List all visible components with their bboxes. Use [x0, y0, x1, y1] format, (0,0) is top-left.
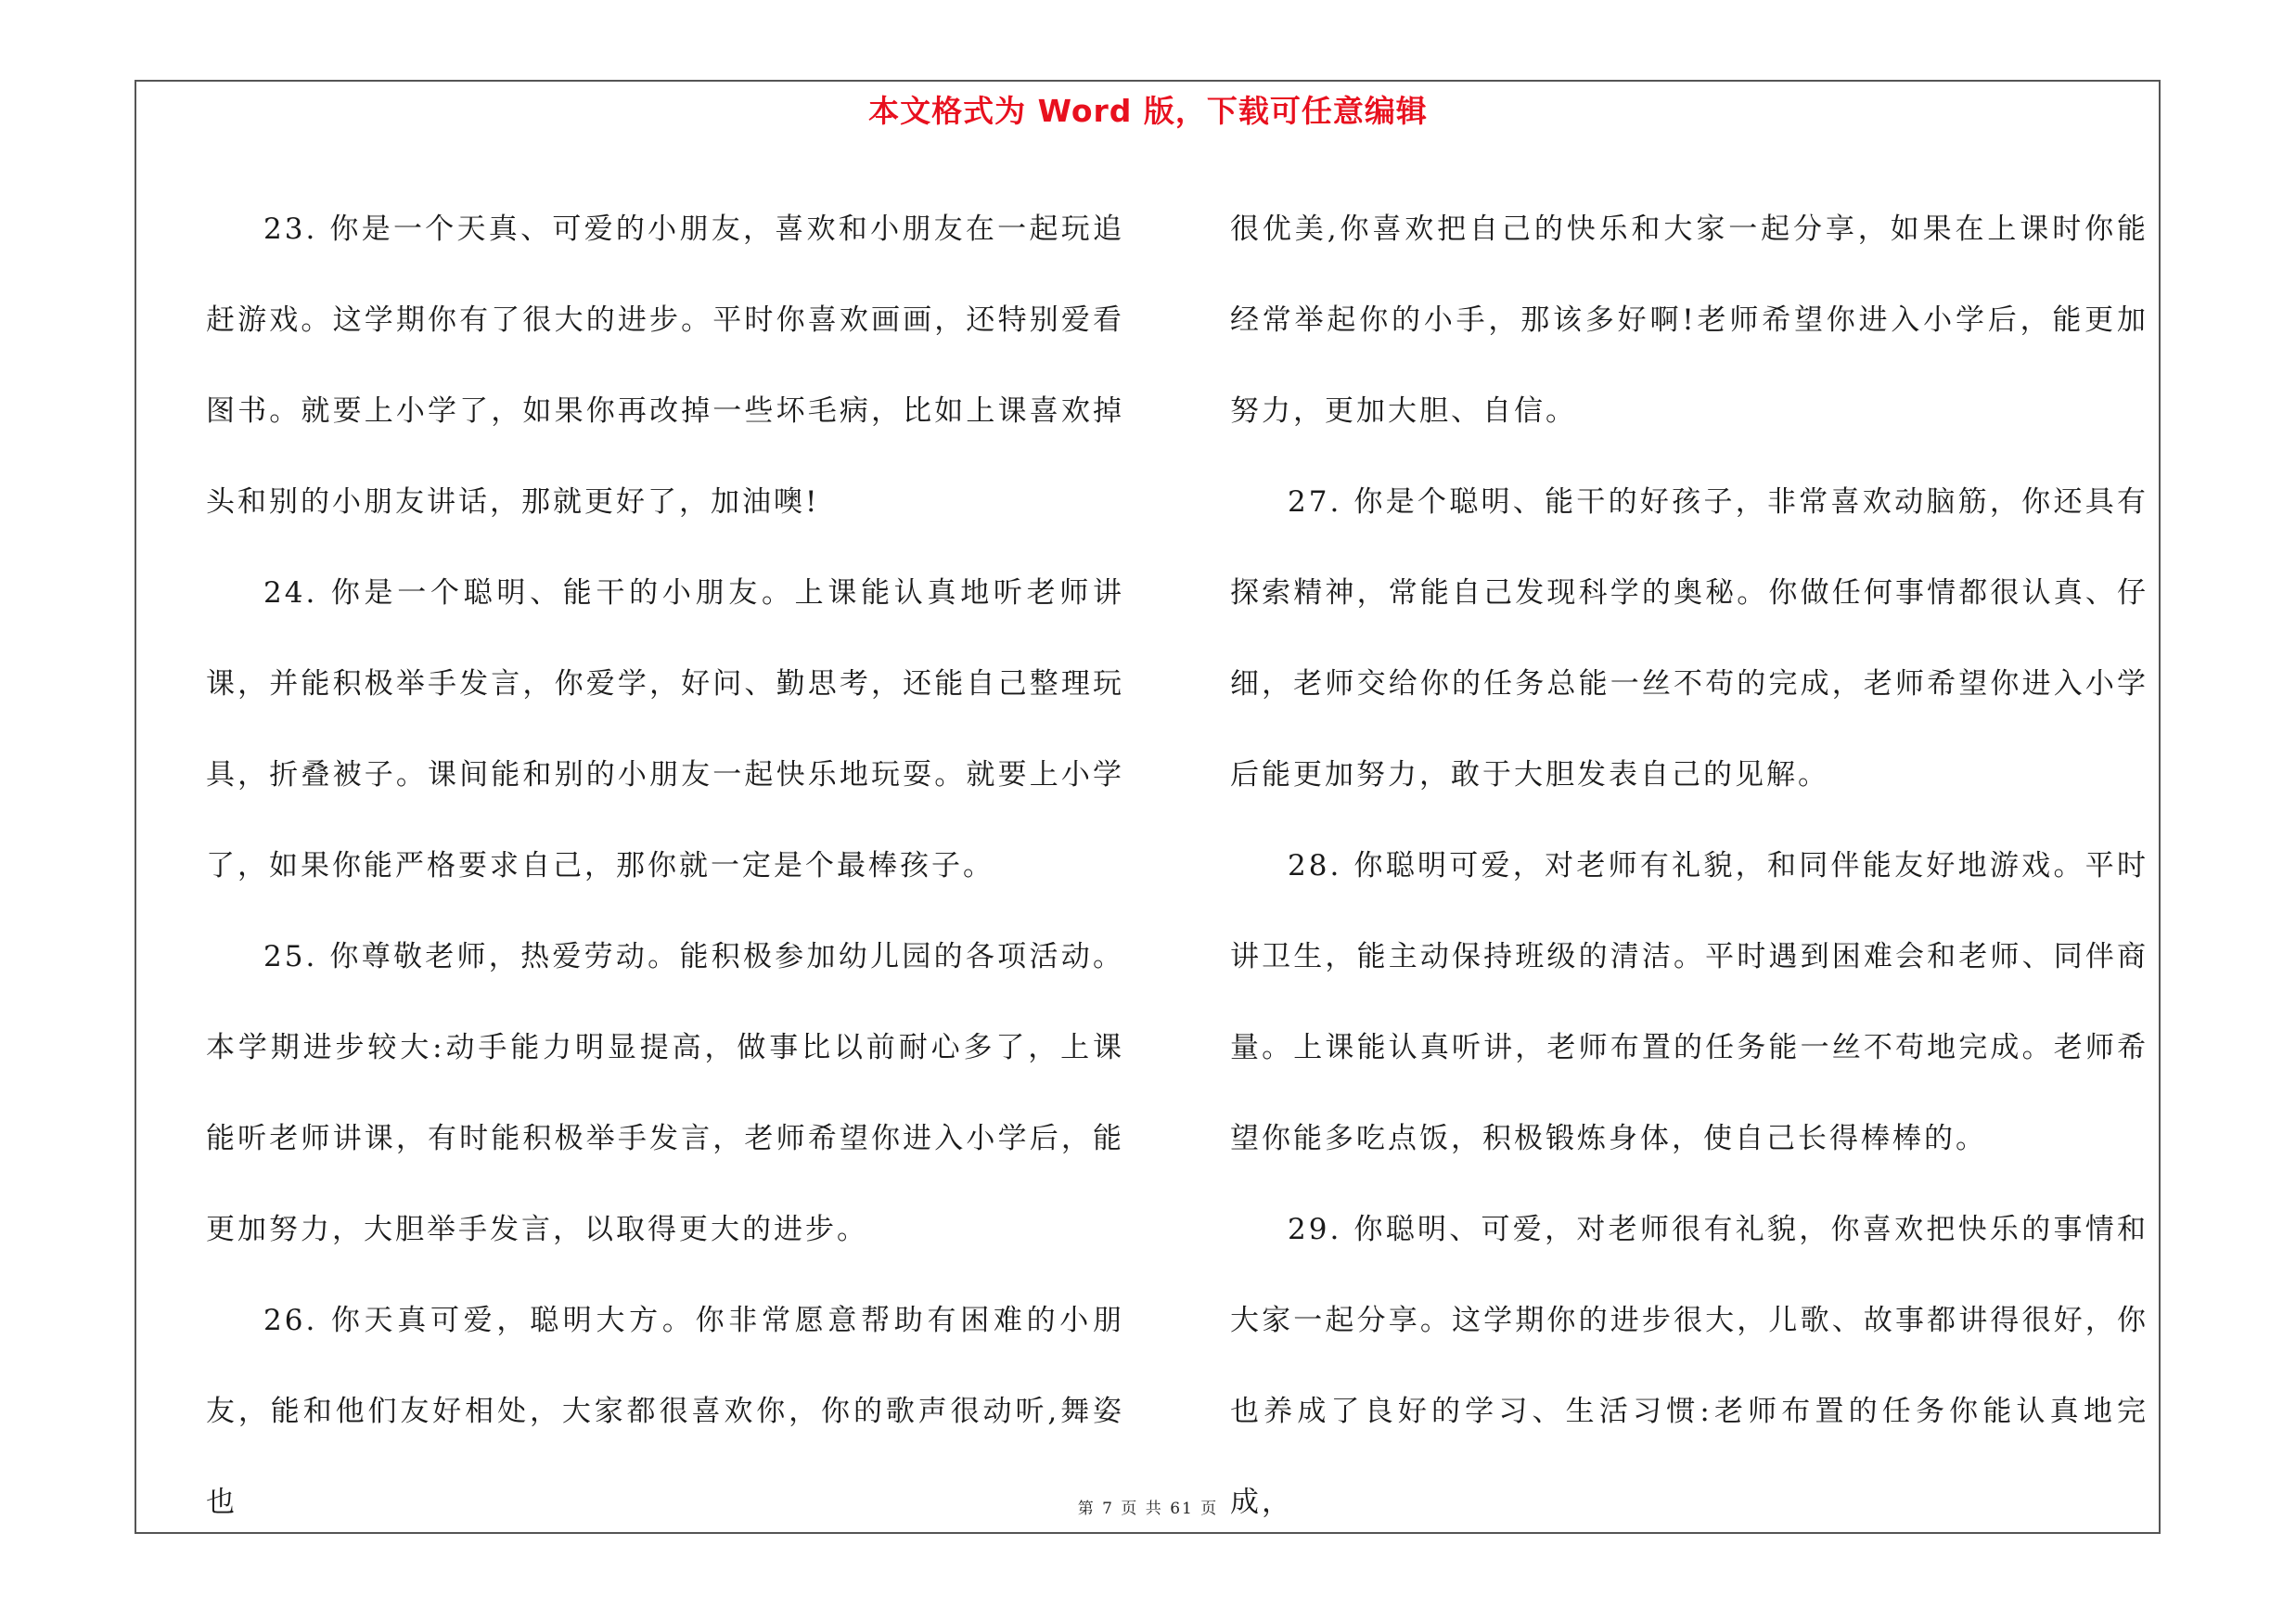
right-column — [1230, 184, 2148, 1548]
paragraph-24: 24. 你是一个聪明、能干的小朋友。上课能认真地听老师讲课，并能积极举手发言，你爱学，好问、勤思考，还能自己整理玩具，折叠被子。课间能和别的小朋友一起快乐地玩耍。就要上小学了，如果你能严格要求自己，那你就一定是个最棒孩子。 — [206, 576, 1124, 882]
left-column — [206, 184, 1124, 1548]
page-number: 第 7 页 共 61 页 — [1077, 1500, 1219, 1518]
paragraph-23: 23. 你是一个天真、可爱的小朋友，喜欢和小朋友在一起玩追赶游戏。这学期你有了很大的进步。平时你喜欢画画，还特别爱看图书。就要上小学了，如果你再改掉一些坏毛病，比如上课喜欢掉头和别的小朋友讲话，那就更好了，加油噢! — [206, 213, 1124, 519]
format-banner: 本文格式为 Word 版，下载可任意编辑 — [868, 93, 1428, 129]
paragraph-26: 26. 你天真可爱，聪明大方。你非常愿意帮助有困难的小朋友，能和他们友好相处，大家都很喜欢你，你的歌声很动听,舞姿也 — [206, 1304, 1124, 1519]
paragraph-26-continuation: 很优美,你喜欢把自己的快乐和大家一起分享，如果在上课时你能经常举起你的小手，那该多好啊!老师希望你进入小学后，能更加努力，更加大胆、自信。 — [1230, 213, 2148, 428]
paragraph-28: 28. 你聪明可爱，对老师有礼貌，和同伴能友好地游戏。平时讲卫生，能主动保持班级的清洁。平时遇到困难会和老师、同伴商量。上课能认真听讲，老师布置的任务能一丝不苟地完成。老师希望你能多吃点饭，积极锻炼身体，使自己长得棒棒的。 — [1230, 849, 2148, 1155]
paragraph-25: 25. 你尊敬老师，热爱劳动。能积极参加幼儿园的各项活动。本学期进步较大:动手能力明显提高，做事比以前耐心多了，上课能听老师讲课，有时能积极举手发言，老师希望你进入小学后，能更加努力，大胆举手发言，以取得更大的进步。 — [206, 940, 1124, 1246]
paragraph-29: 29. 你聪明、可爱，对老师很有礼貌，你喜欢把快乐的事情和大家一起分享。这学期你的进步很大，儿歌、故事都讲得很好，你也养成了良好的学习、生活习惯:老师布置的任务你能认真地完成， — [1230, 1213, 2148, 1519]
paragraph-27: 27. 你是个聪明、能干的好孩子，非常喜欢动脑筋，你还具有探索精神，常能自己发现科学的奥秘。你做任何事情都很认真、仔细，老师交给你的任务总能一丝不苟的完成，老师希望你进入小学后能更加努力，敢于大胆发表自己的见解。 — [1230, 485, 2148, 792]
